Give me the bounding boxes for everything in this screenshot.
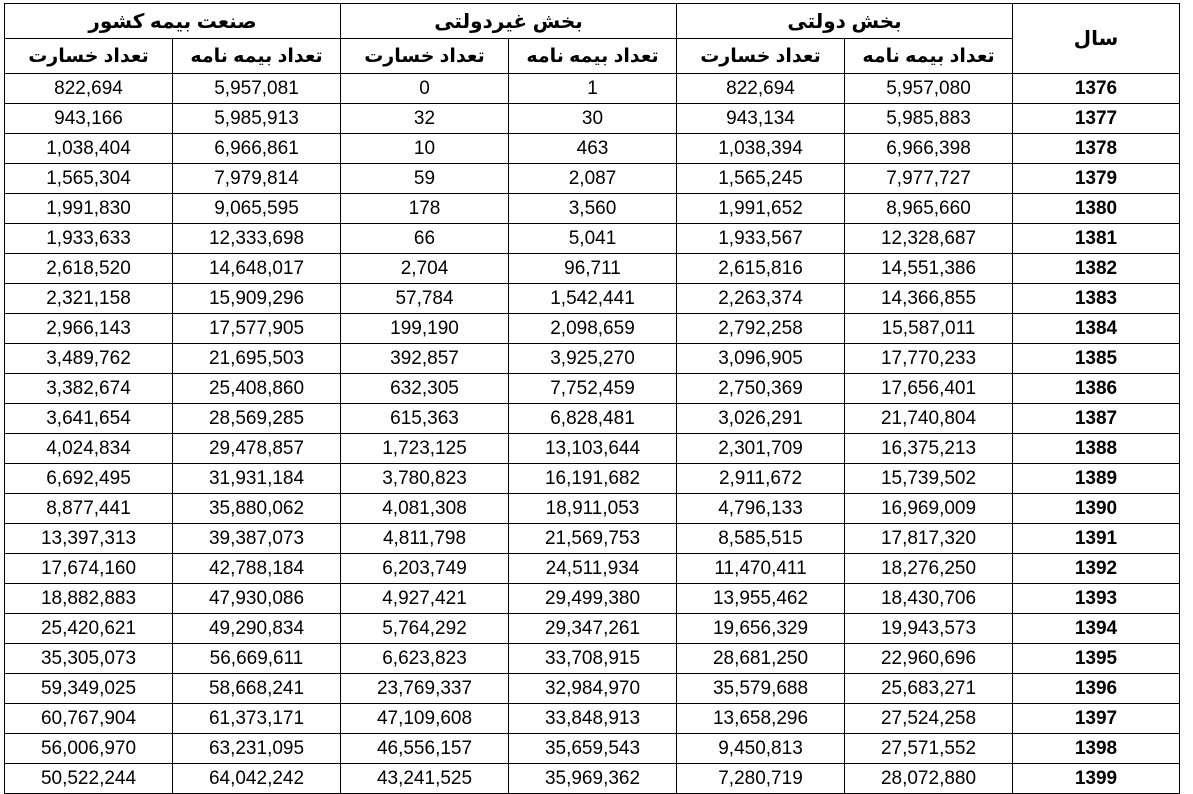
private-policies-header[interactable]: تعداد بیمه نامه (509, 39, 677, 74)
table-row (5, 374, 1180, 404)
total-claims-cell[interactable]: 60,767,904 (5, 704, 173, 734)
gov-claims-cell[interactable]: 3,096,905 (677, 344, 845, 374)
gov-policies-cell[interactable]: 19,943,573 (845, 614, 1013, 644)
gov-policies-cell[interactable]: 12,328,687 (845, 224, 1013, 254)
gov-claims-cell[interactable]: 7,280,719 (677, 764, 845, 794)
private-claims-cell[interactable]: 10 (341, 134, 509, 164)
total-claims-cell[interactable]: 2,966,143 (5, 314, 173, 344)
private-policies-cell[interactable]: 18,911,053 (509, 494, 677, 524)
table-row (5, 494, 1180, 524)
private-policies-cell[interactable]: 24,511,934 (509, 554, 677, 584)
gov-claims-cell[interactable]: 2,615,816 (677, 254, 845, 284)
total-claims-cell[interactable]: 1,565,304 (5, 164, 173, 194)
table-row (5, 284, 1180, 314)
year-cell[interactable]: 1385 (1013, 344, 1180, 374)
gov-claims-cell[interactable]: 35,579,688 (677, 674, 845, 704)
gov-policies-cell[interactable]: 25,683,271 (845, 674, 1013, 704)
private-claims-cell[interactable]: 0 (341, 74, 509, 104)
total-policies-cell[interactable]: 12,333,698 (173, 224, 341, 254)
year-cell[interactable]: 1380 (1013, 194, 1180, 224)
gov-claims-cell[interactable]: 2,792,258 (677, 314, 845, 344)
gov-policies-cell[interactable]: 7,977,727 (845, 164, 1013, 194)
year-cell[interactable]: 1381 (1013, 224, 1180, 254)
gov-policies-cell[interactable]: 16,969,009 (845, 494, 1013, 524)
gov-policies-cell[interactable]: 27,524,258 (845, 704, 1013, 734)
gov-claims-cell[interactable]: 1,991,652 (677, 194, 845, 224)
gov-policies-cell[interactable]: 14,551,386 (845, 254, 1013, 284)
gov-claims-cell[interactable]: 4,796,133 (677, 494, 845, 524)
total-claims-cell[interactable]: 56,006,970 (5, 734, 173, 764)
private-policies-cell[interactable]: 33,848,913 (509, 704, 677, 734)
total-policies-cell[interactable]: 31,931,184 (173, 464, 341, 494)
gov-claims-cell[interactable]: 13,955,462 (677, 584, 845, 614)
gov-policies-cell[interactable]: 22,960,696 (845, 644, 1013, 674)
private-claims-cell[interactable]: 2,704 (341, 254, 509, 284)
table-row (5, 254, 1180, 284)
gov-policies-cell[interactable]: 21,740,804 (845, 404, 1013, 434)
year-cell[interactable]: 1383 (1013, 284, 1180, 314)
gov-policies-cell[interactable]: 5,957,080 (845, 74, 1013, 104)
year-cell[interactable]: 1377 (1013, 104, 1180, 134)
year-cell[interactable]: 1399 (1013, 764, 1180, 794)
private-claims-cell[interactable]: 23,769,337 (341, 674, 509, 704)
total-policies-cell[interactable]: 49,290,834 (173, 614, 341, 644)
gov-policies-cell[interactable]: 15,739,502 (845, 464, 1013, 494)
gov-claims-cell[interactable]: 11,470,411 (677, 554, 845, 584)
gov-claims-cell[interactable]: 943,134 (677, 104, 845, 134)
table-row (5, 134, 1180, 164)
private-policies-cell[interactable]: 3,560 (509, 194, 677, 224)
year-cell[interactable]: 1389 (1013, 464, 1180, 494)
total-policies-cell[interactable]: 15,909,296 (173, 284, 341, 314)
private-claims-cell[interactable]: 199,190 (341, 314, 509, 344)
private-claims-cell[interactable]: 1,723,125 (341, 434, 509, 464)
year-cell[interactable]: 1378 (1013, 134, 1180, 164)
private-claims-cell[interactable]: 615,363 (341, 404, 509, 434)
gov-claims-cell[interactable]: 3,026,291 (677, 404, 845, 434)
table-row (5, 704, 1180, 734)
gov-claims-cell[interactable]: 2,750,369 (677, 374, 845, 404)
private-policies-cell[interactable]: 35,659,543 (509, 734, 677, 764)
table-row (5, 674, 1180, 704)
private-claims-cell[interactable]: 4,811,798 (341, 524, 509, 554)
private-claims-cell[interactable]: 178 (341, 194, 509, 224)
table-row (5, 464, 1180, 494)
private-policies-cell[interactable]: 96,711 (509, 254, 677, 284)
total-policies-cell[interactable]: 64,042,242 (173, 764, 341, 794)
gov-policies-cell[interactable]: 8,965,660 (845, 194, 1013, 224)
group-header-row (5, 4, 1180, 39)
year-cell[interactable]: 1392 (1013, 554, 1180, 584)
private-policies-cell[interactable]: 29,499,380 (509, 584, 677, 614)
gov-claims-cell[interactable]: 8,585,515 (677, 524, 845, 554)
private-policies-cell[interactable]: 463 (509, 134, 677, 164)
total-policies-cell[interactable]: 7,979,814 (173, 164, 341, 194)
total-claims-cell[interactable]: 50,522,244 (5, 764, 173, 794)
gov-claims-cell[interactable]: 19,656,329 (677, 614, 845, 644)
table-row (5, 554, 1180, 584)
gov-sector-header[interactable]: بخش دولتی (677, 4, 1013, 39)
private-claims-cell[interactable]: 6,203,749 (341, 554, 509, 584)
private-claims-cell[interactable]: 392,857 (341, 344, 509, 374)
private-claims-cell[interactable]: 4,927,421 (341, 584, 509, 614)
private-policies-cell[interactable]: 2,087 (509, 164, 677, 194)
year-cell[interactable]: 1398 (1013, 734, 1180, 764)
gov-claims-cell[interactable]: 1,565,245 (677, 164, 845, 194)
table-row (5, 314, 1180, 344)
total-policies-cell[interactable]: 9,065,595 (173, 194, 341, 224)
year-cell[interactable]: 1391 (1013, 524, 1180, 554)
total-policies-cell[interactable]: 5,957,081 (173, 74, 341, 104)
gov-policies-cell[interactable]: 5,985,883 (845, 104, 1013, 134)
gov-policies-cell[interactable]: 17,656,401 (845, 374, 1013, 404)
table-row (5, 644, 1180, 674)
year-cell[interactable]: 1388 (1013, 434, 1180, 464)
table-row (5, 764, 1180, 794)
private-policies-cell[interactable]: 2,098,659 (509, 314, 677, 344)
private-policies-cell[interactable]: 30 (509, 104, 677, 134)
gov-policies-cell[interactable]: 17,770,233 (845, 344, 1013, 374)
gov-policies-cell[interactable]: 15,587,011 (845, 314, 1013, 344)
private-policies-cell[interactable]: 6,828,481 (509, 404, 677, 434)
total-claims-cell[interactable]: 943,166 (5, 104, 173, 134)
total-claims-cell[interactable]: 1,991,830 (5, 194, 173, 224)
total-policies-cell[interactable]: 58,668,241 (173, 674, 341, 704)
total-policies-cell[interactable]: 39,387,073 (173, 524, 341, 554)
total-claims-cell[interactable]: 13,397,313 (5, 524, 173, 554)
gov-claims-cell[interactable]: 822,694 (677, 74, 845, 104)
year-cell[interactable]: 1390 (1013, 494, 1180, 524)
year-cell[interactable]: 1393 (1013, 584, 1180, 614)
year-cell[interactable]: 1384 (1013, 314, 1180, 344)
gov-claims-cell[interactable]: 2,301,709 (677, 434, 845, 464)
total-claims-cell[interactable]: 6,692,495 (5, 464, 173, 494)
private-policies-cell[interactable]: 13,103,644 (509, 434, 677, 464)
total-policies-cell[interactable]: 56,669,611 (173, 644, 341, 674)
total-policies-cell[interactable]: 42,788,184 (173, 554, 341, 584)
total-policies-cell[interactable]: 28,569,285 (173, 404, 341, 434)
year-column-header[interactable]: سال (1013, 4, 1180, 74)
total-policies-cell[interactable]: 61,373,171 (173, 704, 341, 734)
total-claims-cell[interactable]: 4,024,834 (5, 434, 173, 464)
table-row (5, 164, 1180, 194)
total-policies-cell[interactable]: 25,408,860 (173, 374, 341, 404)
private-claims-cell[interactable]: 46,556,157 (341, 734, 509, 764)
year-cell[interactable]: 1394 (1013, 614, 1180, 644)
year-cell[interactable]: 1396 (1013, 674, 1180, 704)
gov-policies-header[interactable]: تعداد بیمه نامه (845, 39, 1013, 74)
total-policies-cell[interactable]: 5,985,913 (173, 104, 341, 134)
private-claims-cell[interactable]: 632,305 (341, 374, 509, 404)
private-policies-cell[interactable]: 32,984,970 (509, 674, 677, 704)
private-claims-cell[interactable]: 4,081,308 (341, 494, 509, 524)
private-claims-cell[interactable]: 43,241,525 (341, 764, 509, 794)
table-row (5, 344, 1180, 374)
gov-policies-cell[interactable]: 18,276,250 (845, 554, 1013, 584)
gov-policies-cell[interactable]: 17,817,320 (845, 524, 1013, 554)
gov-claims-cell[interactable]: 1,933,567 (677, 224, 845, 254)
table-row (5, 194, 1180, 224)
table-row (5, 734, 1180, 764)
total-claims-cell[interactable]: 3,489,762 (5, 344, 173, 374)
gov-policies-cell[interactable]: 16,375,213 (845, 434, 1013, 464)
table-row (5, 104, 1180, 134)
total-policies-cell[interactable]: 6,966,861 (173, 134, 341, 164)
gov-policies-cell[interactable]: 28,072,880 (845, 764, 1013, 794)
private-policies-cell[interactable]: 21,569,753 (509, 524, 677, 554)
private-claims-cell[interactable]: 5,764,292 (341, 614, 509, 644)
private-policies-cell[interactable]: 33,708,915 (509, 644, 677, 674)
total-claims-cell[interactable]: 1,933,633 (5, 224, 173, 254)
private-claims-cell[interactable]: 66 (341, 224, 509, 254)
total-claims-cell[interactable]: 35,305,073 (5, 644, 173, 674)
year-cell[interactable]: 1395 (1013, 644, 1180, 674)
total-claims-cell[interactable]: 18,882,883 (5, 584, 173, 614)
table-row (5, 524, 1180, 554)
total-claims-cell[interactable]: 3,382,674 (5, 374, 173, 404)
gov-policies-cell[interactable]: 27,571,552 (845, 734, 1013, 764)
gov-claims-cell[interactable]: 2,263,374 (677, 284, 845, 314)
table-row (5, 74, 1180, 104)
private-claims-cell[interactable]: 47,109,608 (341, 704, 509, 734)
insurance-stats-table (4, 3, 1180, 794)
private-claims-cell[interactable]: 3,780,823 (341, 464, 509, 494)
total-claims-cell[interactable]: 17,674,160 (5, 554, 173, 584)
total-policies-cell[interactable]: 63,231,095 (173, 734, 341, 764)
gov-policies-cell[interactable]: 6,966,398 (845, 134, 1013, 164)
total-claims-header[interactable]: تعداد خسارت (5, 39, 173, 74)
total-policies-cell[interactable]: 21,695,503 (173, 344, 341, 374)
total-policies-cell[interactable]: 17,577,905 (173, 314, 341, 344)
total-claims-cell[interactable]: 2,618,520 (5, 254, 173, 284)
private-claims-cell[interactable]: 57,784 (341, 284, 509, 314)
total-claims-cell[interactable]: 3,641,654 (5, 404, 173, 434)
private-policies-cell[interactable]: 1,542,441 (509, 284, 677, 314)
year-cell[interactable]: 1382 (1013, 254, 1180, 284)
total-policies-header[interactable]: تعداد بیمه نامه (173, 39, 341, 74)
private-policies-cell[interactable]: 35,969,362 (509, 764, 677, 794)
table-row (5, 614, 1180, 644)
year-cell[interactable]: 1387 (1013, 404, 1180, 434)
private-sector-header[interactable]: بخش غیردولتی (341, 4, 677, 39)
private-claims-header[interactable]: تعداد خسارت (341, 39, 509, 74)
year-cell[interactable]: 1376 (1013, 74, 1180, 104)
total-policies-cell[interactable]: 47,930,086 (173, 584, 341, 614)
total-claims-cell[interactable]: 59,349,025 (5, 674, 173, 704)
private-claims-cell[interactable]: 32 (341, 104, 509, 134)
year-cell[interactable]: 1379 (1013, 164, 1180, 194)
year-cell[interactable]: 1397 (1013, 704, 1180, 734)
total-claims-cell[interactable]: 822,694 (5, 74, 173, 104)
gov-claims-cell[interactable]: 13,658,296 (677, 704, 845, 734)
private-policies-cell[interactable]: 16,191,682 (509, 464, 677, 494)
table-row (5, 404, 1180, 434)
table-row (5, 584, 1180, 614)
private-policies-cell[interactable]: 7,752,459 (509, 374, 677, 404)
total-claims-cell[interactable]: 25,420,621 (5, 614, 173, 644)
total-claims-cell[interactable]: 1,038,404 (5, 134, 173, 164)
private-policies-cell[interactable]: 5,041 (509, 224, 677, 254)
total-policies-cell[interactable]: 35,880,062 (173, 494, 341, 524)
gov-claims-header[interactable]: تعداد خسارت (677, 39, 845, 74)
table-row (5, 224, 1180, 254)
private-policies-cell[interactable]: 3,925,270 (509, 344, 677, 374)
year-cell[interactable]: 1386 (1013, 374, 1180, 404)
total-claims-cell[interactable]: 2,321,158 (5, 284, 173, 314)
gov-claims-cell[interactable]: 9,450,813 (677, 734, 845, 764)
industry-total-header[interactable]: صنعت بیمه کشور (5, 4, 341, 39)
private-claims-cell[interactable]: 59 (341, 164, 509, 194)
gov-claims-cell[interactable]: 2,911,672 (677, 464, 845, 494)
gov-claims-cell[interactable]: 1,038,394 (677, 134, 845, 164)
private-claims-cell[interactable]: 6,623,823 (341, 644, 509, 674)
gov-policies-cell[interactable]: 14,366,855 (845, 284, 1013, 314)
total-claims-cell[interactable]: 8,877,441 (5, 494, 173, 524)
table-body (5, 74, 1180, 794)
table-row (5, 434, 1180, 464)
sub-header-row (5, 39, 1180, 74)
gov-policies-cell[interactable]: 18,430,706 (845, 584, 1013, 614)
private-policies-cell[interactable]: 1 (509, 74, 677, 104)
private-policies-cell[interactable]: 29,347,261 (509, 614, 677, 644)
total-policies-cell[interactable]: 14,648,017 (173, 254, 341, 284)
gov-claims-cell[interactable]: 28,681,250 (677, 644, 845, 674)
total-policies-cell[interactable]: 29,478,857 (173, 434, 341, 464)
